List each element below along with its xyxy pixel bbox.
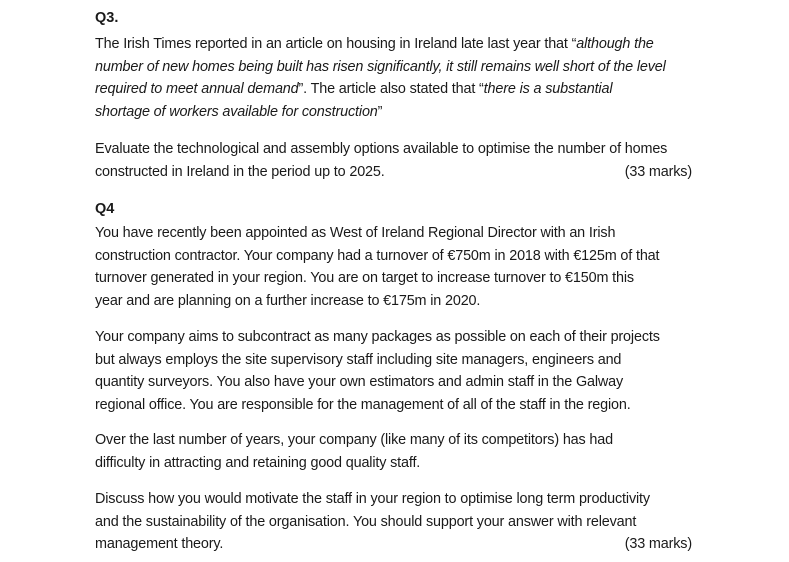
q4-marks: (33 marks)	[624, 536, 692, 552]
q3-quote-text: there is a substantial	[483, 81, 613, 97]
q3-marks: (33 marks)	[624, 163, 692, 180]
q4-paragraph-3	[95, 429, 697, 474]
q4-paragraph-4	[95, 488, 697, 556]
q3-question-line-1: Evaluate the technological and assembly options available to optimise the number of homes	[95, 141, 668, 157]
q4-p2-line: regional office. You are responsible for the management of all of the staff in the region.	[95, 396, 631, 413]
q3-quote-text: shortage of workers available for construction	[95, 103, 378, 120]
q4-p4-text: management theory.	[95, 536, 224, 552]
q3-heading: Q3.	[95, 10, 119, 26]
q3-intro-line-4	[95, 101, 697, 124]
q3-question-paragraph	[95, 138, 697, 183]
q4-p2-line: Your company aims to subcontract as many packages as possible on each of their projects	[95, 329, 660, 345]
q3-question-text: constructed in Ireland in the period up to 2025.	[95, 163, 385, 180]
q4-p1-line: construction contractor. Your company had a turnover of €750m in 2018 with €125m of that	[95, 247, 660, 264]
q4-p4-line-2: and the sustainability of the organisation. You should support your answer with relevant	[95, 513, 637, 530]
q4-p2-line: quantity surveyors. You also have your own estimators and admin staff in the Galway	[95, 374, 624, 390]
q3-quote-text: required to meet annual demand	[95, 81, 299, 97]
q3-intro-paragraph	[95, 33, 697, 123]
q4-paragraph-2	[95, 326, 697, 416]
q3-intro-text: ”. The article also stated that “	[298, 81, 484, 97]
q3-intro-line-3	[95, 78, 697, 101]
q4-p1-line: year and are planning on a further increase to €175m in 2020.	[95, 292, 481, 309]
q4-p3-line: Over the last number of years, your company (like many of its competitors) has had	[95, 432, 613, 448]
q4-p3-line: difficulty in attracting and retaining good quality staff.	[95, 454, 421, 471]
q3-intro-line-2: number of new homes being built has risen significantly, it still remains well short of the level	[95, 58, 666, 75]
q4-p1-line: You have recently been appointed as West of Ireland Regional Director with an Irish	[95, 225, 616, 241]
q4-p2-line: but always employs the site supervisory staff including site managers, engineers and	[95, 351, 622, 368]
q3-intro-text: The Irish Times reported in an article on housing in Ireland late last year that “	[95, 36, 577, 52]
q4-p4-line-3	[95, 533, 697, 556]
q4-p1-line: turnover generated in your region. You are on target to increase turnover to €150m this	[95, 270, 634, 286]
q3-quote-text: although the	[576, 36, 654, 52]
q4-paragraph-1	[95, 222, 697, 312]
q3-question-line-2	[95, 161, 697, 184]
q3-intro-line-1	[95, 33, 697, 56]
q4-heading: Q4	[95, 201, 115, 217]
q4-p4-line-1: Discuss how you would motivate the staff in your region to optimise long term productivity	[95, 491, 650, 507]
q3-intro-text: ”	[377, 103, 383, 120]
